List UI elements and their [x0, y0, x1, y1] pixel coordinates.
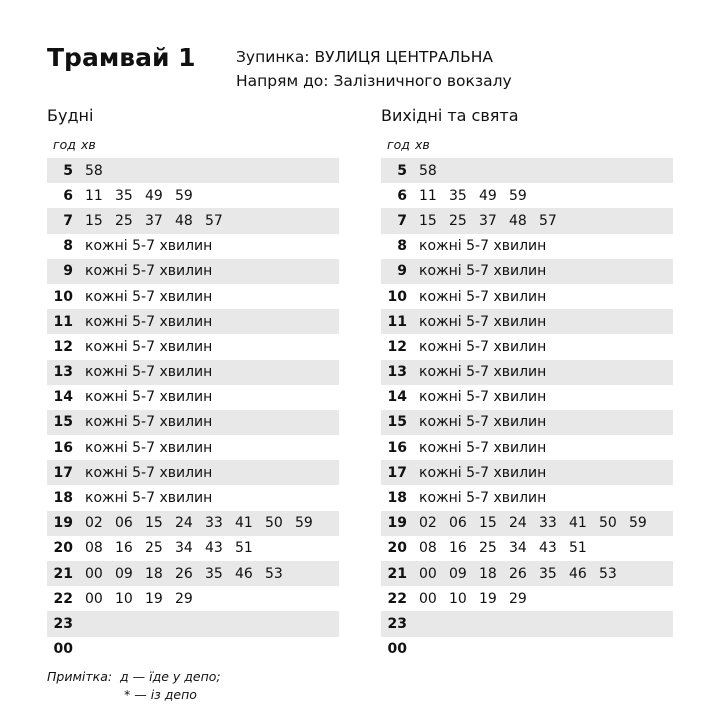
- hour-cell: 21: [387, 565, 407, 582]
- minute-value: 58: [419, 162, 437, 179]
- interval-cell: кожні 5-7 хвилин: [419, 288, 547, 305]
- hour-cell: 15: [53, 414, 73, 431]
- minute-value: 10: [115, 590, 133, 607]
- table-row: [47, 637, 339, 662]
- minute-value: 37: [479, 212, 497, 229]
- table-row: [381, 284, 673, 309]
- minute-value: 25: [145, 540, 163, 557]
- table-row: [381, 637, 673, 662]
- hour-cell: 19: [387, 515, 407, 532]
- table-row: [381, 460, 673, 485]
- minute-value: 48: [175, 212, 193, 229]
- minutes-cell: [85, 213, 235, 229]
- hour-cell: 7: [63, 212, 73, 229]
- table-row: [47, 334, 339, 359]
- hour-cell: 10: [53, 288, 73, 305]
- hour-cell: 16: [387, 439, 407, 456]
- hour-cell: 22: [387, 590, 407, 607]
- column-headers: [47, 132, 339, 158]
- hour-cell: 18: [53, 490, 73, 507]
- table-row: [381, 158, 673, 183]
- minute-value: 08: [85, 540, 103, 557]
- hour-cell: 23: [387, 615, 407, 632]
- hour-column-header: год: [53, 137, 76, 152]
- minute-value: 59: [175, 187, 193, 204]
- hour-cell: 20: [53, 540, 73, 557]
- table-row: [47, 435, 339, 460]
- table-row: [47, 586, 339, 611]
- minute-value: 16: [115, 540, 133, 557]
- direction-name: Залізничного вокзалу: [333, 72, 512, 90]
- hour-cell: 20: [387, 540, 407, 557]
- minute-value: 53: [265, 565, 283, 582]
- minute-value: 25: [479, 540, 497, 557]
- minute-value: 41: [235, 515, 253, 532]
- minute-value: 43: [205, 540, 223, 557]
- table-row: [381, 334, 673, 359]
- interval-cell: кожні 5-7 хвилин: [85, 313, 213, 330]
- minute-value: 26: [175, 565, 193, 582]
- hour-cell: 6: [397, 187, 407, 204]
- minutes-cell: [419, 540, 599, 556]
- timetable-rows: [381, 158, 673, 662]
- minute-value: 50: [599, 515, 617, 532]
- minute-value: 49: [479, 187, 497, 204]
- minute-value: 51: [569, 540, 587, 557]
- minute-value: 48: [509, 212, 527, 229]
- footnote-line-2: [47, 686, 221, 704]
- minute-value: 49: [145, 187, 163, 204]
- interval-cell: кожні 5-7 хвилин: [85, 464, 213, 481]
- minutes-cell: [419, 163, 449, 179]
- section-title-weekend: Вихідні та свята: [381, 106, 519, 125]
- minutes-column-header: хв: [81, 137, 96, 152]
- interval-cell: кожні 5-7 хвилин: [419, 238, 547, 255]
- hour-cell: 18: [387, 490, 407, 507]
- minute-value: 02: [419, 515, 437, 532]
- hour-cell: 14: [53, 389, 73, 406]
- minute-value: 00: [85, 565, 103, 582]
- minute-value: 58: [85, 162, 103, 179]
- minute-value: 26: [509, 565, 527, 582]
- table-row: [381, 586, 673, 611]
- minutes-cell: [419, 213, 569, 229]
- minute-value: 25: [449, 212, 467, 229]
- hour-cell: 8: [397, 238, 407, 255]
- minutes-cell: [85, 591, 205, 607]
- minutes-cell: [419, 566, 629, 582]
- hour-cell: 11: [387, 313, 407, 330]
- hour-cell: 00: [53, 641, 73, 658]
- interval-cell: кожні 5-7 хвилин: [85, 389, 213, 406]
- minute-value: 24: [175, 515, 193, 532]
- hour-cell: 9: [63, 263, 73, 280]
- interval-cell: кожні 5-7 хвилин: [419, 389, 547, 406]
- minutes-cell: [419, 515, 659, 531]
- hour-cell: 12: [53, 338, 73, 355]
- interval-cell: кожні 5-7 хвилин: [419, 338, 547, 355]
- minute-value: 37: [145, 212, 163, 229]
- interval-cell: кожні 5-7 хвилин: [85, 364, 213, 381]
- hour-cell: 00: [387, 641, 407, 658]
- hour-cell: 8: [63, 238, 73, 255]
- table-row: [47, 284, 339, 309]
- minute-value: 09: [115, 565, 133, 582]
- stop-name: ВУЛИЦЯ ЦЕНТРАЛЬНА: [314, 48, 493, 66]
- interval-cell: кожні 5-7 хвилин: [419, 414, 547, 431]
- table-row: [381, 360, 673, 385]
- section-title-weekday: Будні: [47, 106, 94, 125]
- footnote-label: Примітка:: [47, 669, 113, 684]
- hour-cell: 12: [387, 338, 407, 355]
- table-row: [47, 460, 339, 485]
- footnote-depot-out: * — із депо: [124, 687, 197, 702]
- minute-value: 35: [205, 565, 223, 582]
- interval-cell: кожні 5-7 хвилин: [419, 313, 547, 330]
- hour-cell: 19: [53, 515, 73, 532]
- interval-cell: кожні 5-7 хвилин: [85, 288, 213, 305]
- table-row: [381, 561, 673, 586]
- minute-value: 00: [419, 565, 437, 582]
- minute-value: 24: [509, 515, 527, 532]
- minute-value: 41: [569, 515, 587, 532]
- minute-value: 15: [85, 212, 103, 229]
- interval-cell: кожні 5-7 хвилин: [85, 439, 213, 456]
- column-headers: [381, 132, 673, 158]
- table-row: [47, 208, 339, 233]
- table-row: [381, 309, 673, 334]
- table-row: [381, 183, 673, 208]
- minute-value: 02: [85, 515, 103, 532]
- footnote-depot-in: д — їде у депо;: [120, 669, 221, 684]
- hour-cell: 10: [387, 288, 407, 305]
- table-row: [47, 234, 339, 259]
- minute-value: 25: [115, 212, 133, 229]
- table-row: [47, 485, 339, 510]
- minute-value: 59: [295, 515, 313, 532]
- timetable-rows: [47, 158, 339, 662]
- interval-cell: кожні 5-7 хвилин: [85, 338, 213, 355]
- minute-value: 10: [449, 590, 467, 607]
- minute-value: 18: [479, 565, 497, 582]
- minute-value: 34: [175, 540, 193, 557]
- minutes-column-header: хв: [415, 137, 430, 152]
- minutes-cell: [85, 188, 205, 204]
- minute-value: 35: [449, 187, 467, 204]
- table-row: [47, 259, 339, 284]
- hour-cell: 23: [53, 615, 73, 632]
- hour-cell: 14: [387, 389, 407, 406]
- weekday-timetable: [47, 104, 339, 662]
- interval-cell: кожні 5-7 хвилин: [419, 464, 547, 481]
- hour-cell: 13: [53, 364, 73, 381]
- minute-value: 00: [419, 590, 437, 607]
- interval-cell: кожні 5-7 хвилин: [419, 439, 547, 456]
- minute-value: 06: [115, 515, 133, 532]
- minute-value: 06: [449, 515, 467, 532]
- footnote-line-1: [47, 668, 221, 686]
- minute-value: 19: [145, 590, 163, 607]
- route-title: Трамвай 1: [47, 43, 196, 72]
- minute-value: 46: [235, 565, 253, 582]
- table-row: [47, 360, 339, 385]
- minute-value: 43: [539, 540, 557, 557]
- hour-cell: 15: [387, 414, 407, 431]
- table-row: [381, 511, 673, 536]
- minute-value: 18: [145, 565, 163, 582]
- interval-cell: кожні 5-7 хвилин: [419, 263, 547, 280]
- table-row: [47, 385, 339, 410]
- minute-value: 51: [235, 540, 253, 557]
- interval-cell: кожні 5-7 хвилин: [85, 414, 213, 431]
- table-row: [381, 435, 673, 460]
- minutes-cell: [85, 566, 295, 582]
- hour-cell: 5: [397, 162, 407, 179]
- minute-value: 35: [115, 187, 133, 204]
- minute-value: 35: [539, 565, 557, 582]
- minute-value: 16: [449, 540, 467, 557]
- stop-line: [236, 45, 512, 69]
- hour-cell: 17: [387, 464, 407, 481]
- minutes-cell: [419, 591, 539, 607]
- hour-column-header: год: [387, 137, 410, 152]
- table-row: [381, 259, 673, 284]
- direction-line: [236, 69, 512, 93]
- minute-value: 15: [419, 212, 437, 229]
- stop-info: [236, 45, 512, 93]
- minute-value: 34: [509, 540, 527, 557]
- hour-cell: 11: [53, 313, 73, 330]
- interval-cell: кожні 5-7 хвилин: [85, 238, 213, 255]
- hour-cell: 22: [53, 590, 73, 607]
- minute-value: 08: [419, 540, 437, 557]
- hour-cell: 7: [397, 212, 407, 229]
- table-row: [47, 183, 339, 208]
- minute-value: 57: [205, 212, 223, 229]
- table-row: [381, 611, 673, 636]
- minute-value: 15: [145, 515, 163, 532]
- hour-cell: 13: [387, 364, 407, 381]
- minute-value: 59: [629, 515, 647, 532]
- table-row: [47, 611, 339, 636]
- minute-value: 19: [479, 590, 497, 607]
- minutes-cell: [85, 163, 115, 179]
- table-row: [47, 561, 339, 586]
- interval-cell: кожні 5-7 хвилин: [85, 490, 213, 507]
- stop-label: Зупинка:: [236, 48, 310, 66]
- minute-value: 29: [175, 590, 193, 607]
- minute-value: 53: [599, 565, 617, 582]
- minutes-cell: [85, 515, 325, 531]
- weekend-timetable: [381, 104, 673, 662]
- table-row: [47, 158, 339, 183]
- table-row: [47, 511, 339, 536]
- footnote: [47, 668, 221, 704]
- table-row: [381, 410, 673, 435]
- hour-cell: 5: [63, 162, 73, 179]
- minute-value: 33: [205, 515, 223, 532]
- interval-cell: кожні 5-7 хвилин: [85, 263, 213, 280]
- interval-cell: кожні 5-7 хвилин: [419, 490, 547, 507]
- minute-value: 59: [509, 187, 527, 204]
- minute-value: 00: [85, 590, 103, 607]
- minute-value: 46: [569, 565, 587, 582]
- table-row: [381, 385, 673, 410]
- minute-value: 09: [449, 565, 467, 582]
- table-row: [381, 536, 673, 561]
- minute-value: 29: [509, 590, 527, 607]
- minute-value: 11: [419, 187, 437, 204]
- minute-value: 50: [265, 515, 283, 532]
- table-row: [47, 536, 339, 561]
- table-row: [381, 234, 673, 259]
- hour-cell: 9: [397, 263, 407, 280]
- minute-value: 11: [85, 187, 103, 204]
- minute-value: 15: [479, 515, 497, 532]
- hour-cell: 21: [53, 565, 73, 582]
- hour-cell: 17: [53, 464, 73, 481]
- table-row: [381, 208, 673, 233]
- minutes-cell: [419, 188, 539, 204]
- hour-cell: 16: [53, 439, 73, 456]
- interval-cell: кожні 5-7 хвилин: [419, 364, 547, 381]
- direction-label: Напрям до:: [236, 72, 329, 90]
- minutes-cell: [85, 540, 265, 556]
- minute-value: 33: [539, 515, 557, 532]
- table-row: [47, 309, 339, 334]
- minute-value: 57: [539, 212, 557, 229]
- table-row: [381, 485, 673, 510]
- hour-cell: 6: [63, 187, 73, 204]
- table-row: [47, 410, 339, 435]
